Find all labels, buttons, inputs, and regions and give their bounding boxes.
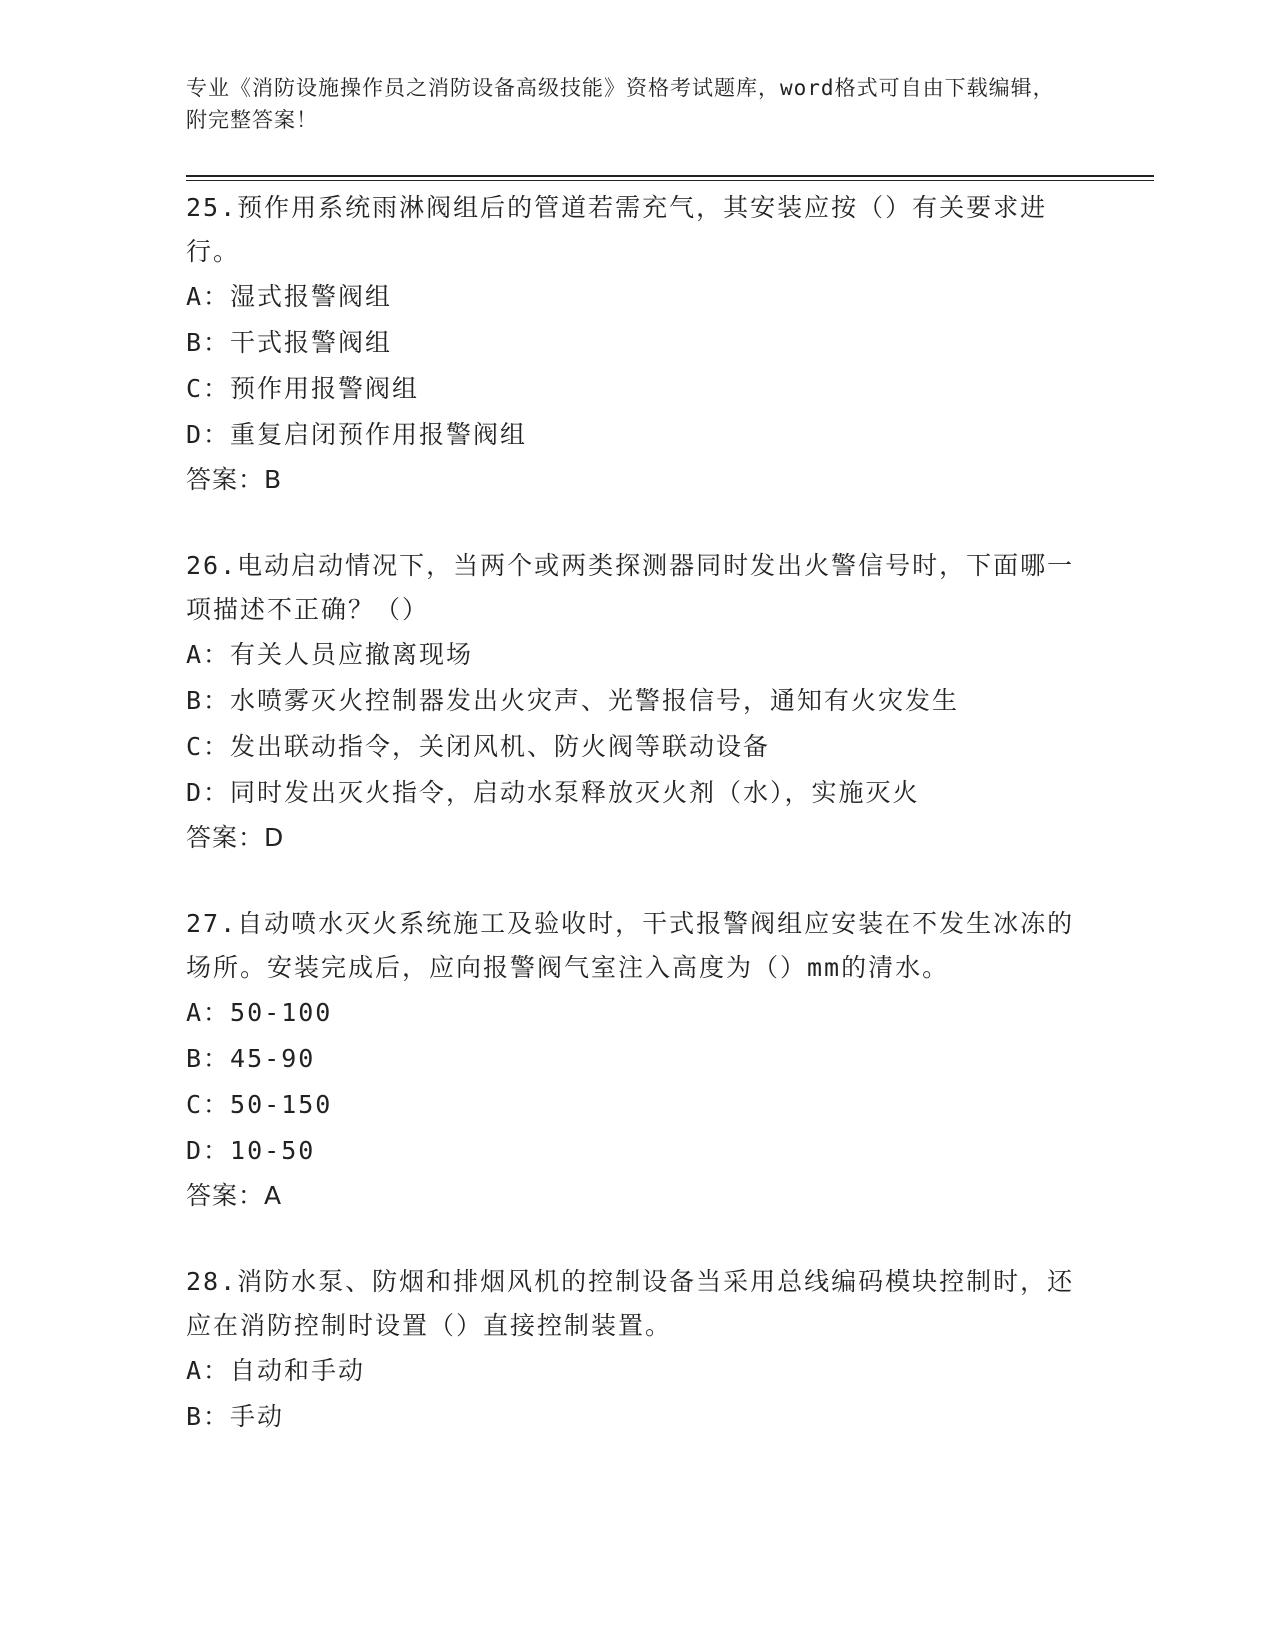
option-d: D：同时发出灭火指令，启动水泵释放灭火剂（水），实施灭火 bbox=[186, 778, 920, 807]
option-d: D：重复启闭预作用报警阀组 bbox=[186, 420, 528, 449]
option-b: B：手动 bbox=[186, 1402, 285, 1431]
option-c: C：预作用报警阀组 bbox=[186, 374, 420, 403]
question-26 bbox=[186, 544, 1076, 860]
option-a: A：湿式报警阀组 bbox=[186, 282, 393, 311]
question-stem: 25.预作用系统雨淋阀组后的管道若需充气，其安装应按（）有关要求进行。 bbox=[186, 193, 1048, 266]
answer-line: 答案：D bbox=[186, 823, 285, 852]
option-d: D：10-50 bbox=[186, 1136, 316, 1165]
option-a: A：有关人员应撤离现场 bbox=[186, 640, 474, 669]
option-a: A：自动和手动 bbox=[186, 1356, 366, 1385]
question-list bbox=[186, 186, 1076, 1482]
option-b: B：干式报警阀组 bbox=[186, 328, 393, 357]
answer-line: 答案：B bbox=[186, 465, 283, 494]
option-b: B：45-90 bbox=[186, 1044, 316, 1073]
question-27 bbox=[186, 902, 1076, 1218]
header-divider bbox=[186, 175, 1154, 181]
question-stem: 28.消防水泵、防烟和排烟风机的控制设备当采用总线编码模块控制时，还应在消防控制时设置（）直接控制装置。 bbox=[186, 1267, 1075, 1340]
question-28 bbox=[186, 1260, 1076, 1440]
option-b: B：水喷雾灭火控制器发出火灾声、光警报信号，通知有火灾发生 bbox=[186, 686, 960, 715]
answer-line: 答案：A bbox=[186, 1181, 283, 1210]
question-stem: 27.自动喷水灭火系统施工及验收时，干式报警阀组应安装在不发生冰冻的场所。安装完成后，应向报警阀气室注入高度为（）mm的清水。 bbox=[186, 909, 1075, 982]
question-25 bbox=[186, 186, 1076, 502]
question-stem: 26.电动启动情况下，当两个或两类探测器同时发出火警信号时，下面哪一项描述不正确？（） bbox=[186, 551, 1075, 624]
document-header: 专业《消防设施操作员之消防设备高级技能》资格考试题库，word格式可自由下载编辑，附完整答案！ bbox=[186, 76, 1055, 132]
option-a: A：50-100 bbox=[186, 998, 333, 1027]
option-c: C：50-150 bbox=[186, 1090, 333, 1119]
option-c: C：发出联动指令，关闭风机、防火阀等联动设备 bbox=[186, 732, 771, 761]
